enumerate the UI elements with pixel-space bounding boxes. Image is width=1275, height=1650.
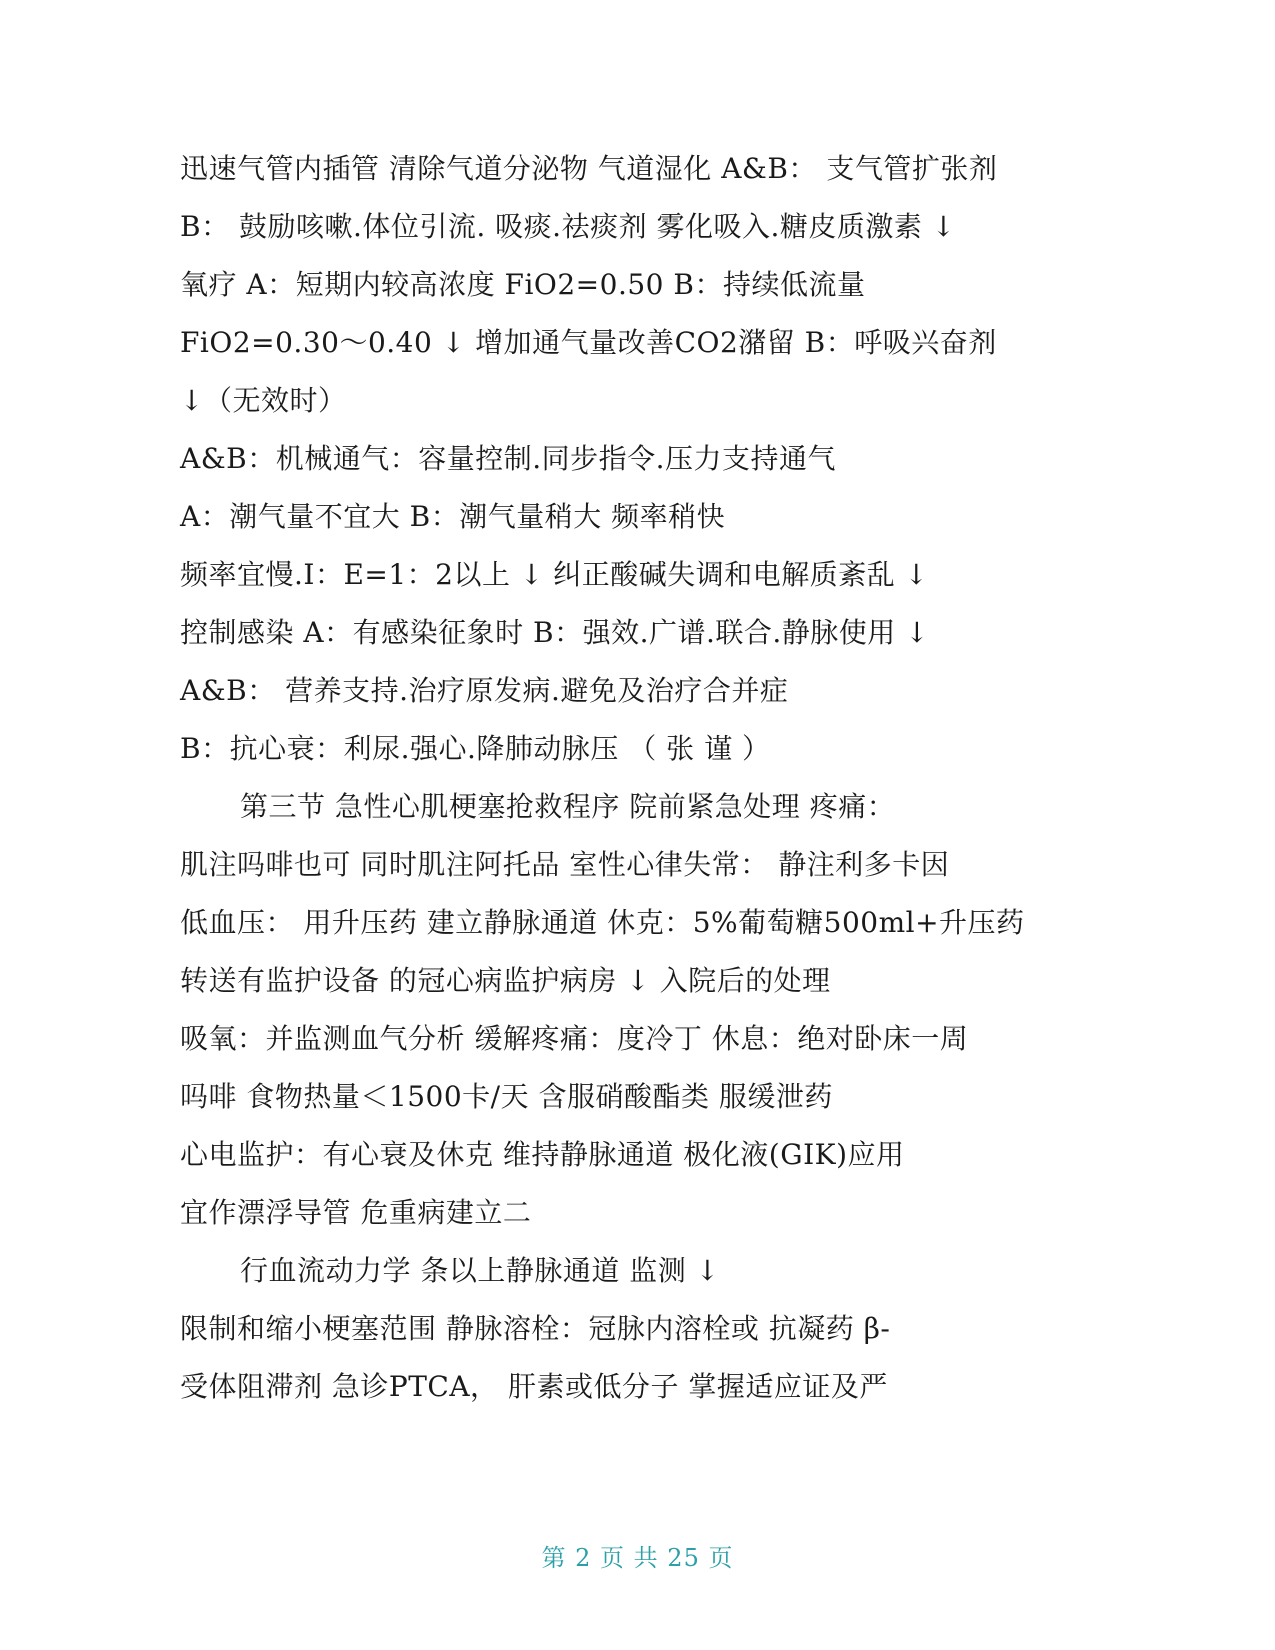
text-line: 频率宜慢.I：E=1：2以上 ↓ 纠正酸碱失调和电解质紊乱 ↓	[180, 558, 929, 591]
page-number-footer: 第 2 页 共 25 页	[541, 1544, 734, 1572]
text-line: 受体阻滞剂 急诊PTCA， 肝素或低分子 掌握适应证及严	[180, 1370, 888, 1403]
text-line: 肌注吗啡也可 同时肌注阿托品 室性心律失常： 静注利多卡因	[180, 848, 950, 881]
text-line: 吗啡 食物热量＜1500卡/天 含服硝酸酯类 服缓泄药	[180, 1080, 833, 1113]
indented-text-line: 行血流动力学 条以上静脉通道 监测 ↓	[240, 1254, 720, 1287]
text-line: A&B： 营养支持.治疗原发病.避免及治疗合并症	[180, 674, 789, 707]
text-line: 心电监护：有心衰及休克 维持静脉通道 极化液(GIK)应用	[180, 1138, 905, 1171]
text-line: 控制感染 A：有感染征象时 B：强效.广谱.联合.静脉使用 ↓	[180, 616, 930, 649]
section-heading-line: 第三节 急性心肌梗塞抢救程序 院前紧急处理 疼痛：	[240, 790, 896, 823]
body-text	[180, 140, 1080, 1416]
text-line: 迅速气管内插管 清除气道分泌物 气道湿化 A&B： 支气管扩张剂	[180, 152, 998, 185]
text-line: 限制和缩小梗塞范围 静脉溶栓：冠脉内溶栓或 抗凝药 β-	[180, 1312, 891, 1345]
text-line: A：潮气量不宜大 B：潮气量稍大 频率稍快	[180, 500, 726, 533]
text-line: ↓（无效时）	[180, 384, 347, 417]
text-line: 低血压： 用升压药 建立静脉通道 休克：5%葡萄糖500ml+升压药	[180, 906, 1025, 939]
text-line: FiO2=0.30～0.40 ↓ 增加通气量改善CO2潴留 B：呼吸兴奋剂	[180, 326, 997, 359]
text-line: A&B：机械通气：容量控制.同步指令.压力支持通气	[180, 442, 837, 475]
text-line: 宜作漂浮导管 危重病建立二	[180, 1196, 532, 1229]
text-line: 转送有监护设备 的冠心病监护病房 ↓ 入院后的处理	[180, 964, 831, 997]
text-line: B： 鼓励咳嗽.体位引流. 吸痰.祛痰剂 雾化吸入.糖皮质激素 ↓	[180, 210, 956, 243]
text-line: 吸氧：并监测血气分析 缓解疼痛：度冷丁 休息：绝对卧床一周	[180, 1022, 969, 1055]
text-line: B：抗心衰：利尿.强心.降肺动脉压 （ 张 谨 ）	[180, 732, 771, 765]
text-line: 氧疗 A：短期内较高浓度 FiO2=0.50 B：持续低流量	[180, 268, 866, 301]
